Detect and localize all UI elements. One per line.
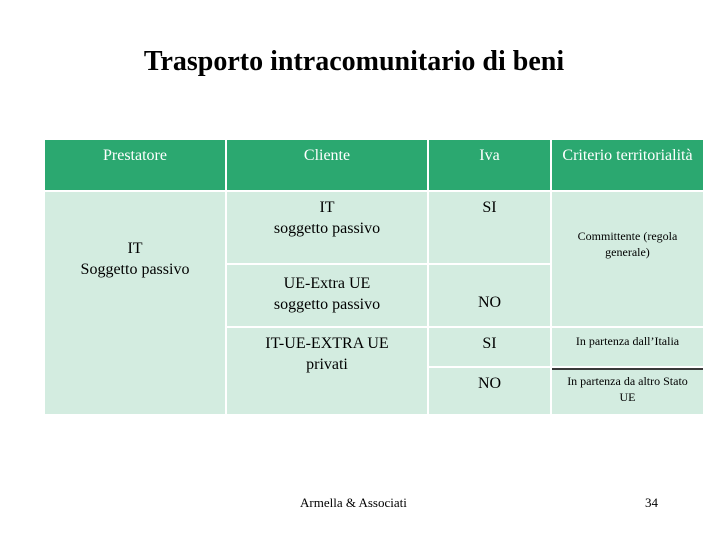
cliente-it-soggetto-passivo: IT soggetto passivo <box>227 192 427 263</box>
criterio-partenza-altro-stato: In partenza da altro Stato UE <box>552 368 703 414</box>
iva-row1: SI <box>429 192 550 263</box>
prestatore-cell: IT Soggetto passivo <box>45 192 225 414</box>
cliente-ue-extra-ue-soggetto-passivo: UE-Extra UE soggetto passivo <box>227 265 427 326</box>
criterio-partenza-italia: In partenza dall’Italia <box>552 328 703 366</box>
cliente-privati: IT-UE-EXTRA UE privati <box>227 328 427 414</box>
header-prestatore: Prestatore <box>45 140 225 190</box>
footer-firm-name: Armella & Associati <box>300 495 407 510</box>
iva-row2: NO <box>429 265 550 326</box>
page-number: 34 <box>645 495 658 510</box>
header-criterio: Criterio territorialità <box>552 140 703 190</box>
slide-title: Trasporto intracomunitario di beni <box>143 46 565 77</box>
header-cliente: Cliente <box>227 140 427 190</box>
iva-row3: SI <box>429 328 550 366</box>
criterio-committente: Committente (regola generale) <box>552 192 703 326</box>
header-iva: Iva <box>429 140 550 190</box>
iva-row4: NO <box>429 368 550 414</box>
